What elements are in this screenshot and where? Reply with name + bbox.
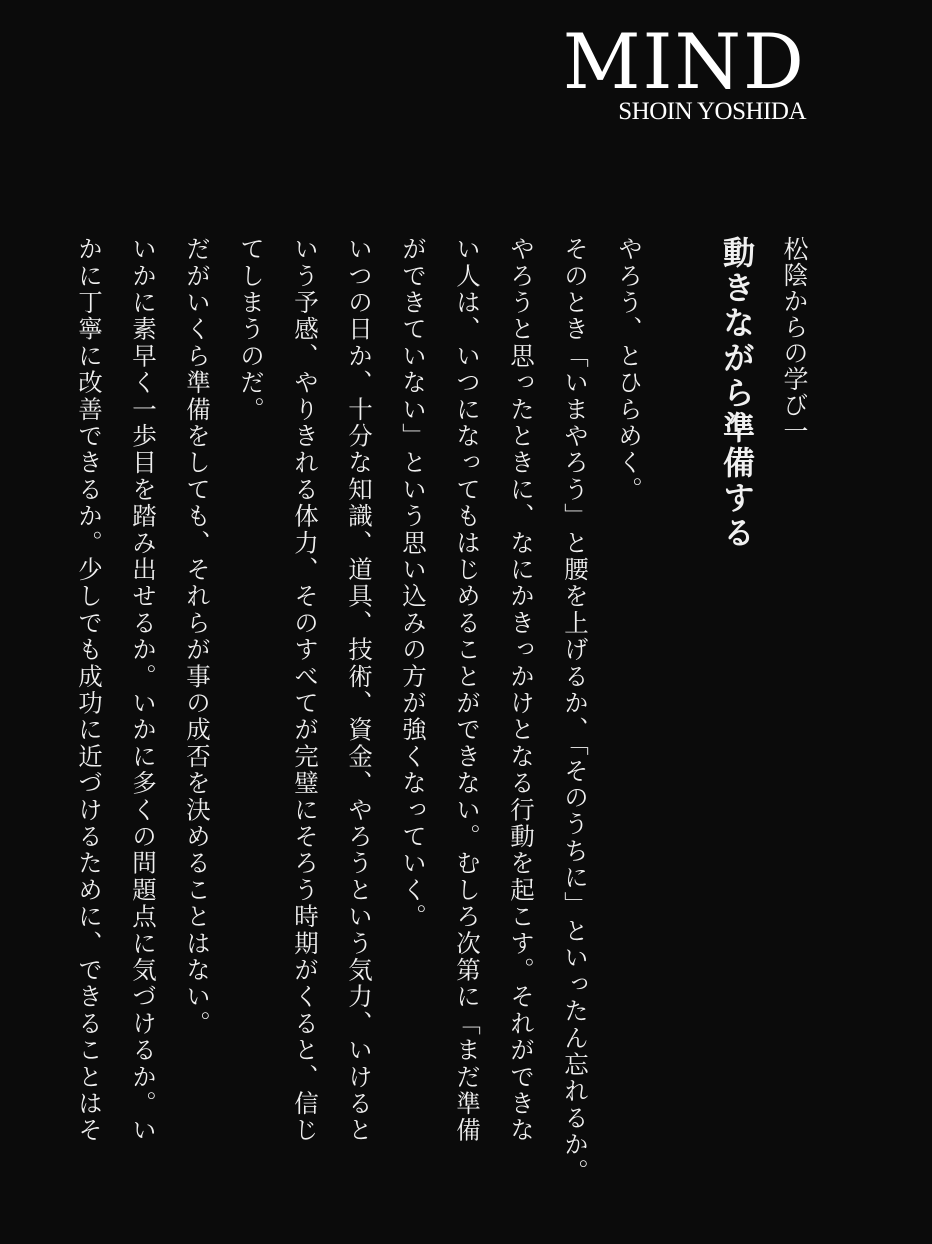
headline: 動きながら準備する	[718, 236, 756, 551]
body-line: やろうと思ったときに、なにかきっかけとなる行動を起こす。それができな	[507, 236, 536, 1144]
body-line: い人は、いつになってもはじめることができない。むしろ次第に「まだ準備	[453, 236, 482, 1144]
body-line: やろう、とひらめく。	[615, 236, 644, 503]
body-line: そのとき「いまやろう」と腰を上げるか、「そのうちに」といったん忘れるか。	[561, 236, 590, 1185]
body-line: いかに素早く一歩目を踏み出せるか。いかに多くの問題点に気づけるか。い	[129, 236, 158, 1144]
body-line: ができていない」という思い込みの方が強くなっていく。	[399, 236, 428, 931]
brand-header	[562, 17, 806, 126]
body-line: いつの日か、十分な知識、道具、技術、資金、やろうという気力、いけると	[345, 236, 374, 1144]
body-line: だがいくら準備をしても、それらが事の成否を決めることはない。	[183, 236, 212, 1037]
section-label: 松陰からの学び一	[780, 236, 809, 444]
brand-subtitle: SHOIN YOSHIDA	[618, 98, 806, 125]
body-line: かに丁寧に改善できるか。少しでも成功に近づけるために、できることはそ	[75, 236, 104, 1144]
brand-title: MIND	[562, 17, 806, 106]
body-line: てしまうのだ。	[237, 236, 266, 423]
body-text	[75, 236, 656, 1226]
body-line: いう予感、やりきれる体力、そのすべてが完璧にそろう時期がくると、信じ	[291, 236, 320, 1144]
